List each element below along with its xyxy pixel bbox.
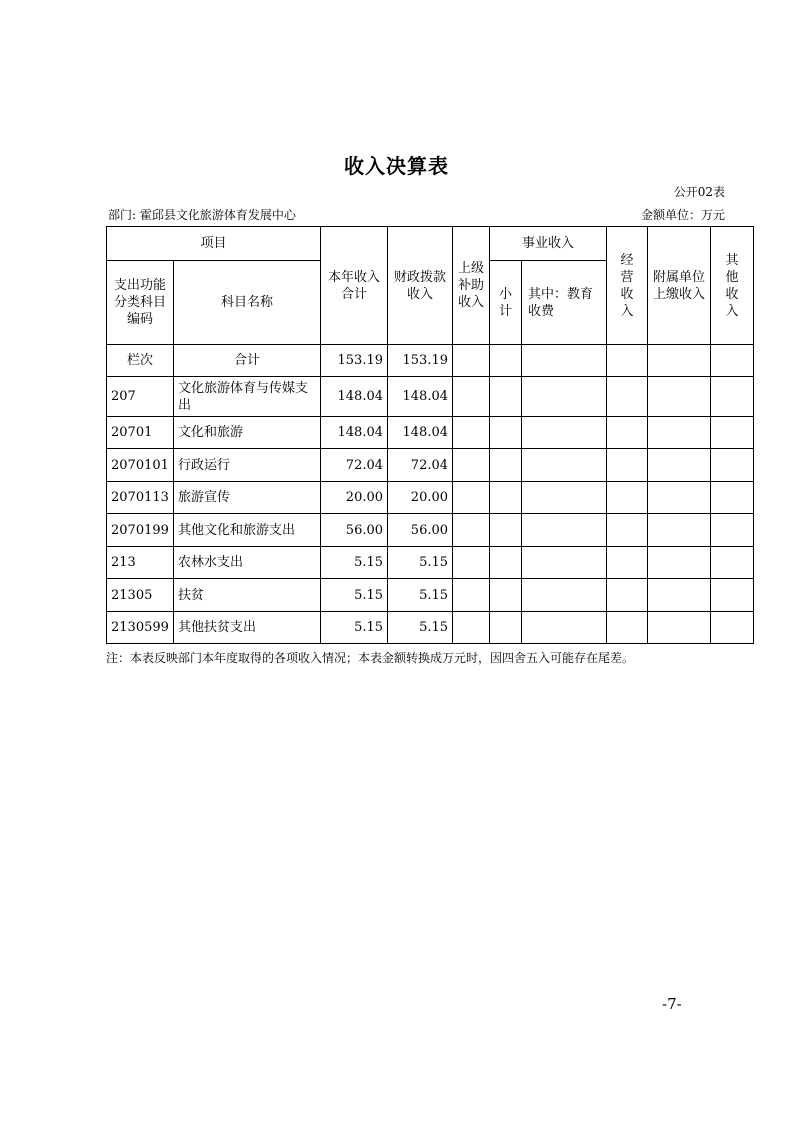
row-code: 2070199: [107, 514, 174, 547]
department-label: 部门: 霍邱县文化旅游体育发展中心: [108, 208, 296, 222]
row-code: 20701: [107, 417, 174, 449]
summary-row: [107, 345, 754, 377]
header-project: 项目: [107, 227, 321, 261]
header-affiliated: 附属单位上缴收入: [648, 227, 711, 345]
table-row: [107, 612, 754, 644]
row-fiscal: 5.15: [388, 612, 453, 644]
row-name: 其他扶贫支出: [174, 612, 321, 644]
table-row: [107, 514, 754, 547]
table-row: [107, 449, 754, 482]
header-row-1: [107, 227, 754, 261]
row-total: 56.00: [321, 514, 388, 547]
header-business: 事业收入: [490, 227, 607, 261]
table-row: [107, 417, 754, 449]
row-fiscal: 5.15: [388, 579, 453, 612]
summary-name: 合计: [174, 345, 321, 377]
row-name: 文化和旅游: [174, 417, 321, 449]
table-row: [107, 547, 754, 579]
form-number: 公开02表: [673, 185, 725, 199]
row-fiscal: 72.04: [388, 449, 453, 482]
row-code: 207: [107, 377, 174, 417]
row-name: 农林水支出: [174, 547, 321, 579]
unit-label: 金额单位：万元: [640, 208, 725, 222]
row-code: 213: [107, 547, 174, 579]
row-fiscal: 20.00: [388, 482, 453, 514]
row-name: 其他文化和旅游支出: [174, 514, 321, 547]
row-code: 21305: [107, 579, 174, 612]
table-note: 注：本表反映部门本年度取得的各项收入情况；本表金额转换成万元时，因四舍五入可能存在尾差。: [106, 651, 635, 665]
table-row: [107, 482, 754, 514]
row-total: 5.15: [321, 579, 388, 612]
row-code: 2070113: [107, 482, 174, 514]
header-edu-fee: 其中：教育收费: [522, 261, 607, 345]
row-name: 扶贫: [174, 579, 321, 612]
table-row: [107, 579, 754, 612]
row-name: 旅游宣传: [174, 482, 321, 514]
row-code: 2130599: [107, 612, 174, 644]
header-func-code: 支出功能分类科目编码: [107, 261, 174, 345]
row-total: 5.15: [321, 547, 388, 579]
row-total: 72.04: [321, 449, 388, 482]
row-name: 文化旅游体育与传媒支出: [174, 377, 321, 417]
row-code: 2070101: [107, 449, 174, 482]
row-total: 148.04: [321, 377, 388, 417]
row-total: 5.15: [321, 612, 388, 644]
header-other: 其他收入: [711, 227, 754, 345]
income-table: [106, 226, 754, 644]
row-fiscal: 148.04: [388, 417, 453, 449]
row-fiscal: 5.15: [388, 547, 453, 579]
header-fiscal: 财政拨款收入: [388, 227, 453, 345]
row-fiscal: 56.00: [388, 514, 453, 547]
header-total: 本年收入合计: [321, 227, 388, 345]
header-operating: 经营收入: [607, 227, 648, 345]
row-name: 行政运行: [174, 449, 321, 482]
page-title: 收入决算表: [344, 154, 449, 178]
summary-label: 栏次: [107, 345, 174, 377]
page-number: -7-: [662, 995, 682, 1013]
header-superior: 上级补助收入: [453, 227, 490, 345]
row-fiscal: 148.04: [388, 377, 453, 417]
summary-fiscal: 153.19: [388, 345, 453, 377]
header-subject-name: 科目名称: [174, 261, 321, 345]
row-total: 148.04: [321, 417, 388, 449]
header-subtotal: 小计: [490, 261, 522, 345]
table-row: [107, 377, 754, 417]
summary-total: 153.19: [321, 345, 388, 377]
row-total: 20.00: [321, 482, 388, 514]
